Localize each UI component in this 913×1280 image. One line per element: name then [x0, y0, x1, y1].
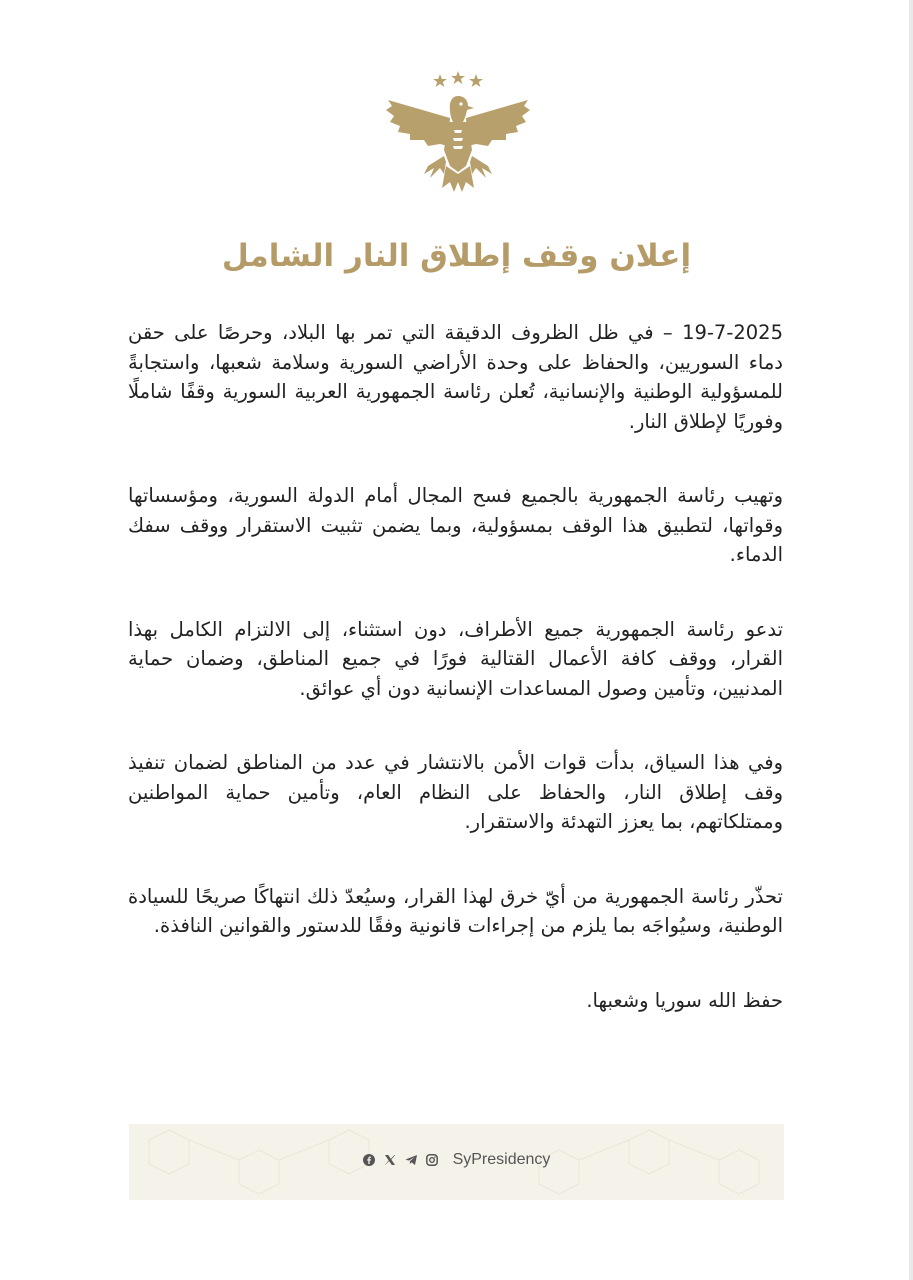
- announcement-body: [128, 318, 783, 1015]
- social-icons: [363, 1154, 439, 1167]
- paragraph-date-intro: 19-7-2025 – في ظل الظروف الدقيقة التي تمر بها البلاد، وحرصًا على حقن دماء السوريين، والحفاظ على وحدة الأراضي السورية وسلامة شعبها، واستجابةً للمسؤولية الوطنية والإنسانية، تُعلن رئاسة الجمهورية العربية السورية وقفًا شاملًا وفوريًا لإطلاق النار.: [128, 321, 783, 433]
- x-icon[interactable]: [384, 1154, 397, 1167]
- instagram-icon[interactable]: [426, 1154, 439, 1167]
- page-edge: [909, 0, 913, 1280]
- closing-line: حفظ الله سوريا وشعبها.: [586, 988, 783, 1012]
- social-handle[interactable]: SyPresidency: [452, 1151, 551, 1168]
- page-title: إعلان وقف إطلاق النار الشامل: [221, 238, 692, 274]
- paragraph-warning: تحذّر رئاسة الجمهورية من أيّ خرق لهذا القرار، وسيُعدّ ذلك انتهاكًا صريحًا للسيادة الوطنية، وسيُواجَه بما يلزم من إجراءات قانونية وفقًا للدستور والقوانين النافذة.: [128, 884, 783, 937]
- paragraph-appeal: وتهيب رئاسة الجمهورية بالجميع فسح المجال أمام الدولة السورية، ومؤسساتها وقواتها، لتطبيق هذا الوقف بمسؤولية، وبما يضمن تثبيت الاستقرار ووقف سفك الدماء.: [128, 484, 783, 566]
- paragraph-security-forces: وفي هذا السياق، بدأت قوات الأمن بالانتشار في عدد من المناطق لضمان تنفيذ وقف إطلاق النار، والحفاظ على النظام العام، وتأمين حماية المواطنين وممتلكاتهم، بما يعزز التهدئة والاستقرار.: [128, 751, 783, 833]
- golden-eagle-emblem: [384, 70, 532, 194]
- footer-social: [129, 1151, 784, 1169]
- paragraph-call-to-commit: تدعو رئاسة الجمهورية جميع الأطراف، دون استثناء، إلى الالتزام الكامل بهذا القرار، ووقف كافة الأعمال القتالية فورًا في جميع المناطق، وضمان حماية المدنيين، وتأمين وصول المساعدات الإنسانية دون أي عوائق.: [128, 617, 783, 700]
- telegram-icon[interactable]: [405, 1154, 418, 1167]
- footer-bar: [129, 1124, 784, 1200]
- facebook-icon[interactable]: [363, 1154, 376, 1167]
